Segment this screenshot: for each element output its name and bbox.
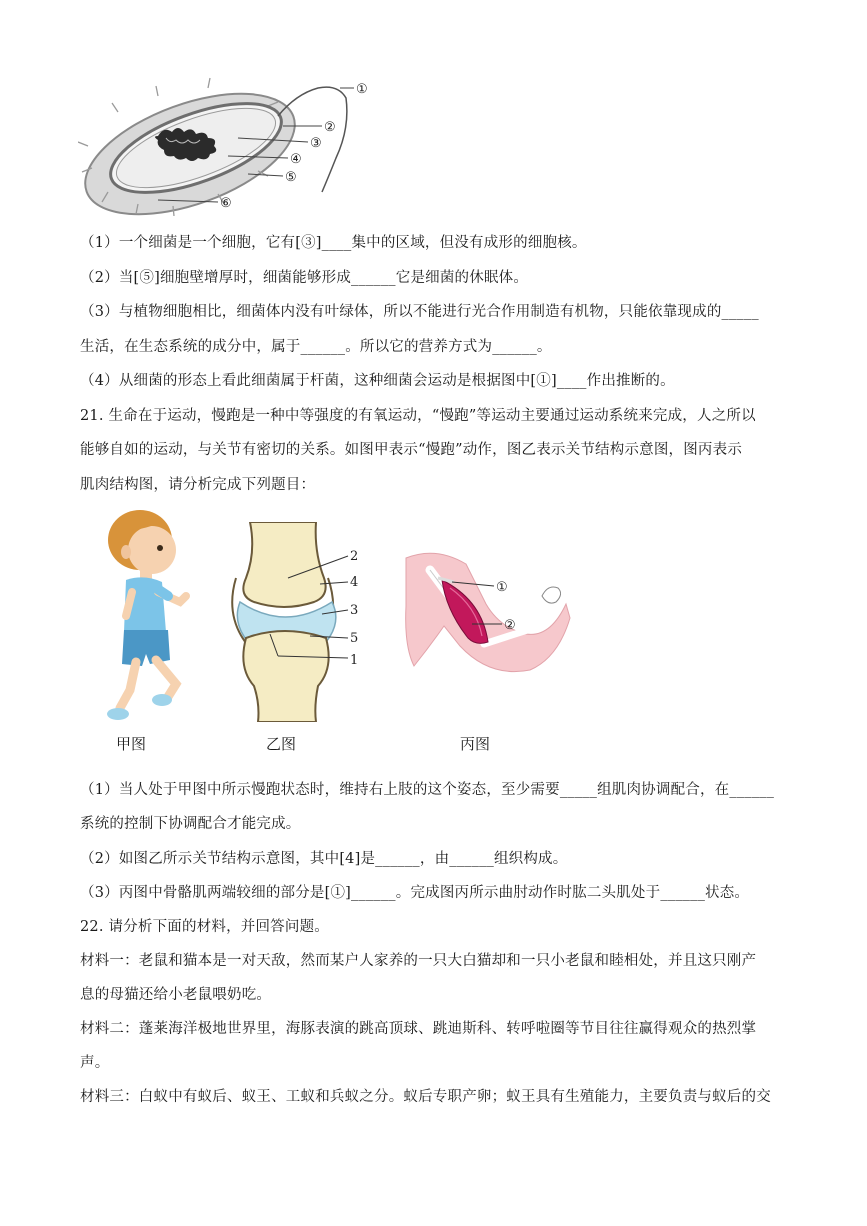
joint-label-2: 2 [350, 549, 359, 564]
joint-label-4: 4 [350, 575, 359, 590]
q22-material-2-cont: 声。 [80, 1055, 110, 1071]
bacterium-label-3: ③ [310, 136, 322, 151]
joint-label-3: 3 [350, 603, 359, 618]
bacterium-label-6: ⑥ [220, 196, 232, 211]
bacterium-label-4: ④ [290, 152, 302, 167]
q20-line-1: （1）一个细菌是一个细胞，它有[③]____集中的区域，但没有成形的细胞核。 [80, 235, 587, 251]
q22-material-3: 材料三：白蚁中有蚁后、蚁王、工蚁和兵蚁之分。蚁后专职产卵；蚁王具有生殖能力，主要负责与蚁后的交 [80, 1089, 771, 1105]
q20-line-2: （2）当[⑤]细胞壁增厚时，细菌能够形成______它是细菌的休眠体。 [80, 270, 529, 286]
joint-figure [218, 522, 368, 722]
q21-intro-3: 肌肉结构图，请分析完成下列题目： [80, 477, 316, 493]
caption-bing: 丙图 [460, 735, 491, 753]
q22-material-2: 材料二：蓬莱海洋极地世界里，海豚表演的跳高顶球、跳迪斯科、转呼啦圈等节目往往赢得观众的热烈掌 [80, 1021, 757, 1037]
muscle-label-1: ① [496, 580, 508, 595]
joint-label-5: 5 [350, 631, 359, 646]
muscle-figure [402, 548, 572, 708]
runner-figure [100, 508, 200, 728]
bacterium-figure [78, 76, 388, 216]
q21-intro-2: 能够自如的运动，与关节有密切的关系。如图甲表示“慢跑”动作，图乙表示关节结构示意图，图丙表示 [80, 442, 743, 458]
q22-material-1-cont: 息的母猫还给小老鼠喂奶吃。 [80, 987, 272, 1003]
bacterium-label-2: ② [324, 120, 336, 135]
joint-label-1: 1 [350, 653, 359, 668]
q21-intro-1: 21. 生命在于运动，慢跑是一种中等强度的有氧运动，“慢跑”等运动主要通过运动系统来完成，人之所以 [80, 408, 756, 424]
q21-question-1-cont: 系统的控制下协调配合才能完成。 [80, 816, 301, 832]
q20-line-3: （3）与植物细胞相比，细菌体内没有叶绿体，所以不能进行光合作用制造有机物，只能依靠现成的_____ [80, 304, 759, 320]
bacterium-label-1: ① [356, 82, 368, 97]
q22-title: 22. 请分析下面的材料，并回答问题。 [80, 919, 329, 935]
q21-question-2: （2）如图乙所示关节结构示意图，其中[4]是______，由______组织构成。 [80, 851, 568, 867]
caption-yi: 乙图 [266, 735, 297, 753]
q20-line-5: （4）从细菌的形态上看此细菌属于杆菌，这种细菌会运动是根据图中[①]____作出推断的。 [80, 373, 675, 389]
q22-material-1: 材料一：老鼠和猫本是一对天敌，然而某户人家养的一只大白猫却和一只小老鼠和睦相处，并且这只刚产 [80, 953, 757, 969]
q20-line-4: 生活，在生态系统的成分中，属于______。所以它的营养方式为______。 [80, 339, 552, 355]
q21-question-3: （3）丙图中骨骼肌两端较细的部分是[①]______。完成图丙所示曲肘动作时肱二头肌处于______状态。 [80, 885, 750, 901]
q21-question-1: （1）当人处于甲图中所示慢跑状态时，维持右上肢的这个姿态，至少需要_____组肌肉协调配合，在______ [80, 782, 775, 798]
muscle-label-2: ② [504, 618, 516, 633]
caption-jia: 甲图 [116, 735, 147, 753]
bacterium-label-5: ⑤ [285, 170, 297, 185]
